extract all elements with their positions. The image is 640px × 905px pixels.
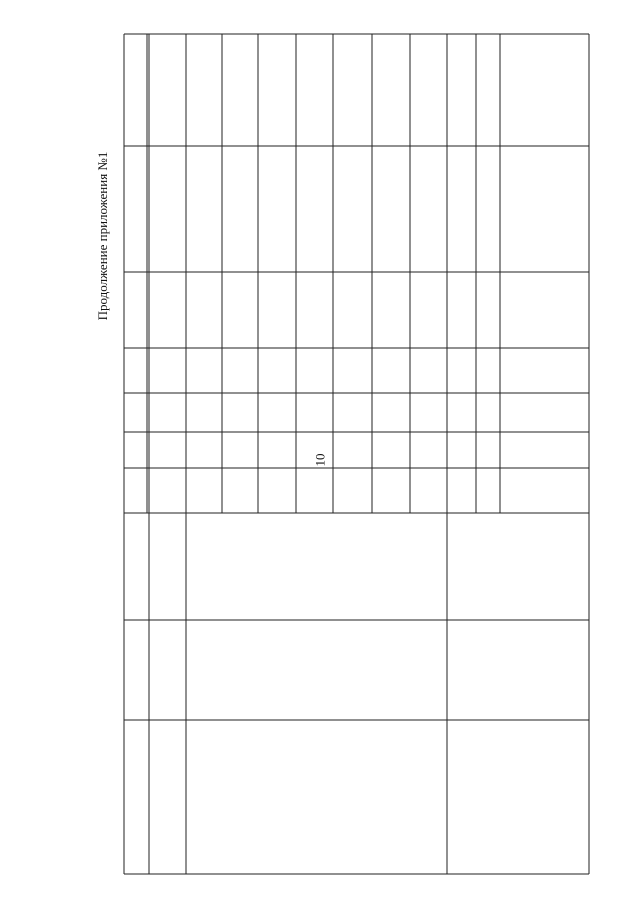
annex-title: Продолжение приложения №1 [95,151,110,321]
page-number: 10 [312,453,327,467]
